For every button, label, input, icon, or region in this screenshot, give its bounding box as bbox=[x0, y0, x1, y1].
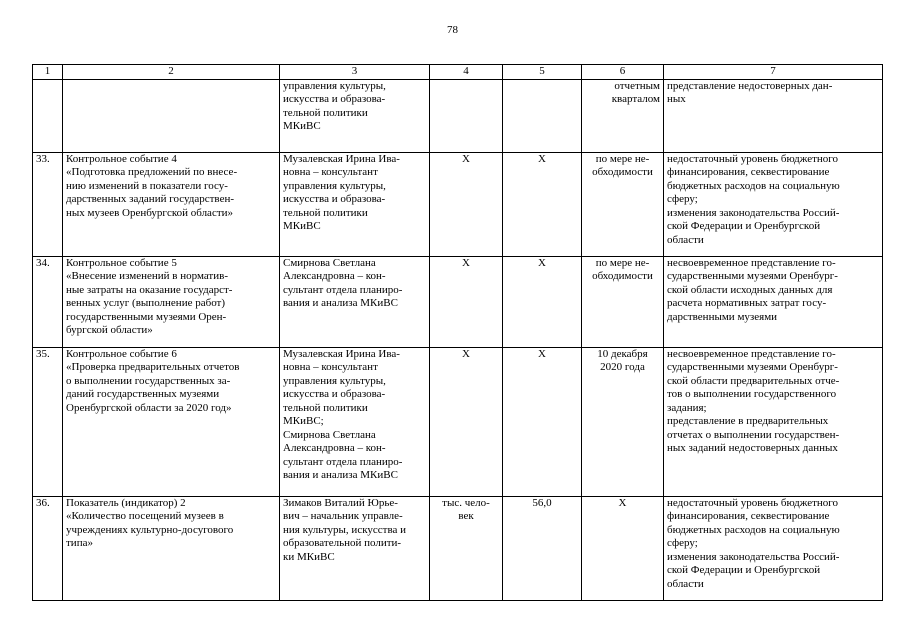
col5-cell: Х bbox=[503, 152, 582, 256]
col4-cell: тыс. чело- век bbox=[430, 496, 503, 600]
column-header: 3 bbox=[280, 65, 430, 80]
responsible-cell: Смирнова Светлана Александровна – кон- сультант отдела планиро- вания и анализа МКиВС bbox=[280, 256, 430, 347]
table-row bbox=[33, 256, 883, 347]
column-header: 6 bbox=[582, 65, 664, 80]
col5-cell bbox=[503, 79, 582, 152]
column-header: 1 bbox=[33, 65, 63, 80]
column-header: 7 bbox=[664, 65, 883, 80]
control-events-table bbox=[32, 64, 883, 601]
table-row bbox=[33, 152, 883, 256]
event-cell: Контрольное событие 5 «Внесение изменений в норматив- ные затраты на оказание государст- венных услуг (выполнение работ) государственными музеями Орен- бургской области» bbox=[63, 256, 280, 347]
row-number bbox=[33, 79, 63, 152]
table-row bbox=[33, 347, 883, 496]
col5-cell: 56,0 bbox=[503, 496, 582, 600]
col4-cell: Х bbox=[430, 256, 503, 347]
deadline-cell: отчетным кварталом bbox=[582, 79, 664, 152]
row-number: 34. bbox=[33, 256, 63, 347]
deadline-cell: 10 декабря 2020 года bbox=[582, 347, 664, 496]
column-header-row bbox=[33, 65, 883, 80]
responsible-cell: Музалевская Ирина Ива- новна – консультант управления культуры, искусства и образова- тельной политики МКиВС bbox=[280, 152, 430, 256]
deadline-cell: по мере не- обходимости bbox=[582, 256, 664, 347]
responsible-cell: Зимаков Виталий Юрье- вич – начальник управле- ния культуры, искусства и образовательной полити- ки МКиВС bbox=[280, 496, 430, 600]
row-number: 35. bbox=[33, 347, 63, 496]
row-number: 36. bbox=[33, 496, 63, 600]
row-number: 33. bbox=[33, 152, 63, 256]
deadline-cell: Х bbox=[582, 496, 664, 600]
responsible-cell: Музалевская Ирина Ива- новна – консультант управления культуры, искусства и образова- тельной политики МКиВС; Смирнова Светлана Александровна – кон- сультант отдела планиро- вания и анализа МКиВС bbox=[280, 347, 430, 496]
column-header: 4 bbox=[430, 65, 503, 80]
deadline-cell: по мере не- обходимости bbox=[582, 152, 664, 256]
page-number: 78 bbox=[447, 24, 458, 36]
responsible-cell: управления культуры, искусства и образова- тельной политики МКиВС bbox=[280, 79, 430, 152]
risk-cell: представление недостоверных дан- ных bbox=[664, 79, 883, 152]
risk-cell: несвоевременное представление го- сударственными музеями Оренбург- ской области предварительных отче- тов о выполнении государственного задания; представление в предварительных отчетах о выполнении государствен- ных заданий недостоверных данных bbox=[664, 347, 883, 496]
event-cell: Показатель (индикатор) 2 «Количество посещений музеев в учреждениях культурно-досугового типа» bbox=[63, 496, 280, 600]
col5-cell: Х bbox=[503, 347, 582, 496]
event-cell: Контрольное событие 6 «Проверка предварительных отчетов о выполнении государственных за- даний государственных музеями Оренбургской области за 2020 год» bbox=[63, 347, 280, 496]
column-header: 5 bbox=[503, 65, 582, 80]
table-row bbox=[33, 79, 883, 152]
col4-cell bbox=[430, 79, 503, 152]
event-cell bbox=[63, 79, 280, 152]
col5-cell: Х bbox=[503, 256, 582, 347]
risk-cell: недостаточный уровень бюджетного финансирования, секвестирование бюджетных расходов на социальную сферу; изменения законодательства Россий- ской Федерации и Оренбургской области bbox=[664, 496, 883, 600]
col4-cell: Х bbox=[430, 152, 503, 256]
risk-cell: несвоевременное представление го- сударственными музеями Оренбург- ской области исходных данных для расчета нормативных затрат госу- дарственными музеями bbox=[664, 256, 883, 347]
table-row bbox=[33, 496, 883, 600]
column-header: 2 bbox=[63, 65, 280, 80]
col4-cell: Х bbox=[430, 347, 503, 496]
risk-cell: недостаточный уровень бюджетного финансирования, секвестирование бюджетных расходов на социальную сферу; изменения законодательства Россий- ской Федерации и Оренбургской области bbox=[664, 152, 883, 256]
event-cell: Контрольное событие 4 «Подготовка предложений по внесе- нию изменений в показатели госу- дарственных заданий государствен- ных музеев Оренбургской области» bbox=[63, 152, 280, 256]
